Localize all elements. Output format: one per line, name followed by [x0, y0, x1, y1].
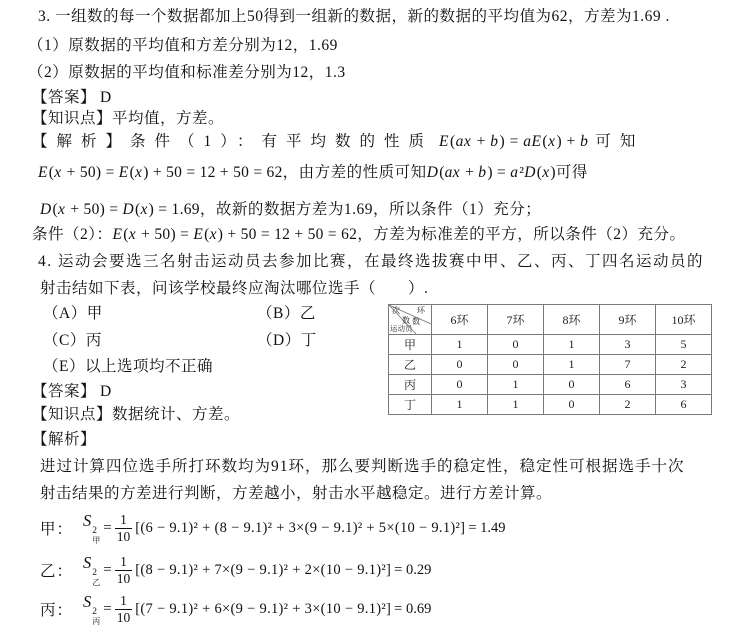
table-cell: 7: [600, 355, 656, 375]
table-cell: 2: [600, 395, 656, 415]
row-header-athlete: 甲: [389, 335, 432, 355]
problem3-analysis-line3: [40, 200, 541, 220]
problem3-condition-2: （2）原数据的平均值和标准差分别为12，1.3: [28, 64, 346, 81]
table-cell: 0: [432, 355, 488, 375]
table-cell: 0: [544, 375, 600, 395]
table-cell: 2: [656, 355, 712, 375]
table-cell: 1: [432, 395, 488, 415]
table-cell: 0: [488, 335, 544, 355]
variance-symbol: S 2 甲: [83, 511, 101, 545]
knowledge-value: 数据统计、方差。: [112, 406, 241, 423]
answer-value: D: [100, 89, 112, 106]
knowledge-label: 【知识点】: [32, 406, 113, 423]
table-cell: 0: [544, 395, 600, 415]
analysis-text: 条件（2）：: [32, 226, 113, 243]
problem4-analysis-label: 【解析】: [32, 431, 97, 448]
problem4-analysis-para1: 进过计算四位选手所打环数均为91环，那么要判断选手的稳定性，稳定性可根据选手十次: [40, 458, 685, 475]
option-e: （E）以上选项均不正确: [43, 358, 213, 375]
variance-formula-yi: [40, 549, 431, 591]
analysis-text: 可知: [595, 133, 645, 150]
table-corner-cell: [389, 305, 432, 335]
variance-symbol: S 2 丙: [83, 592, 101, 626]
answer-value: D: [100, 383, 112, 400]
problem4-analysis-para2: 射击结果的方差进行判断，方差越小，射击水平越稳定。进行方差计算。: [40, 485, 553, 502]
column-header: 6环: [432, 305, 488, 335]
table-cell: 1: [544, 355, 600, 375]
table-cell: 6: [656, 395, 712, 415]
knowledge-value: 平均值，方差。: [112, 110, 225, 127]
problem3-stem: 3. 一组数的每一个数据都加上50得到一组新的数据，新的数据的平均值为62，方差为1.69 .: [38, 8, 670, 25]
formula-body: [(6 − 9.1)² + (8 − 9.1)² + 3×(9 − 9.1)² + 5×(10 − 9.1)²]: [135, 519, 466, 536]
analysis-text: ，方差为标准差的平方，所以条件（2）充分。: [357, 226, 686, 243]
problem3-analysis-line2: [38, 163, 588, 183]
formula-body: [(8 − 9.1)² + 7×(9 − 9.1)² + 2×(10 − 9.1)²]: [135, 561, 392, 578]
table-cell: 0: [488, 355, 544, 375]
fraction: $\frac{1}{10}$: [116, 511, 131, 544]
variance-formula-bing: [40, 588, 431, 630]
analysis-text: ，由方差的性质可知: [282, 164, 427, 181]
analysis-text: ，故新的数据方差为1.69，所以条件（1）充分；: [199, 201, 542, 218]
formula-result: = 1.49: [468, 519, 506, 536]
formula-body: [(7 − 9.1)² + 6×(9 − 9.1)² + 3×(10 − 9.1)²]: [135, 600, 392, 617]
table-cell: 1: [488, 395, 544, 415]
formula-expectation-property: E(ax + b) = aE(x) + b: [439, 133, 589, 150]
variance-formula-jia: [40, 507, 506, 549]
fraction: $\frac{1}{10}$: [116, 592, 131, 625]
table-cell: 6: [600, 375, 656, 395]
row-header-athlete: 丙: [389, 375, 432, 395]
table-cell: 3: [600, 335, 656, 355]
formula-label: 甲：: [40, 521, 74, 538]
corner-label-athlete: 运动员: [390, 324, 413, 333]
option-d: （D）丁: [257, 332, 317, 349]
shooting-results-table: [388, 304, 712, 415]
row-header-athlete: 丁: [389, 395, 432, 415]
variance-symbol: S 2 乙: [83, 553, 101, 587]
column-header: 9环: [600, 305, 656, 335]
analysis-text: 【解析】条件（1）：有平均数的性质: [32, 133, 434, 150]
knowledge-label: 【知识点】: [32, 110, 113, 127]
column-header: 7环: [488, 305, 544, 335]
fraction: $\frac{1}{10}$: [116, 553, 131, 586]
corner-label-count-2: 数: [402, 316, 410, 325]
problem4-knowledge-line: [32, 405, 240, 425]
problem4-stem-line2: 射击结如下表，问该学校最终应淘汰哪位选手（ ）.: [40, 280, 429, 297]
table-cell: 0: [432, 375, 488, 395]
option-c: （C）丙: [43, 332, 102, 349]
option-b: （B）乙: [257, 305, 316, 322]
table-header-row: [389, 305, 712, 335]
problem4-answer-line: [32, 382, 112, 402]
table-cell: 3: [656, 375, 712, 395]
table-cell: 1: [488, 375, 544, 395]
answer-label: 【答案】: [32, 383, 97, 400]
table-row: [389, 355, 712, 375]
formula-label: 丙：: [40, 602, 74, 619]
table-row: [389, 335, 712, 355]
formula-variance-property: D(ax + b) = a²D(x): [426, 164, 556, 181]
answer-label: 【答案】: [32, 89, 97, 106]
formula-result: = 0.69: [394, 600, 432, 617]
corner-label-rings-1: 环: [417, 306, 425, 315]
problem4-stem-line1: 4. 运动会要选三名射击运动员去参加比赛，在最终选拔赛中甲、乙、丙、丁四名运动员的: [38, 253, 705, 270]
table-row: [389, 375, 712, 395]
formula-mean-calc-2: E(x + 50) = E(x) + 50 = 12 + 50 = 62: [112, 226, 358, 243]
analysis-text: 可得: [555, 164, 588, 181]
problem3-condition-1: （1）原数据的平均值和方差分别为12，1.69: [28, 37, 338, 54]
equals-sign: =: [103, 600, 112, 617]
problem3-knowledge-line: [32, 109, 224, 129]
equals-sign: =: [103, 561, 112, 578]
option-a: （A）甲: [43, 305, 103, 322]
column-header: 10环: [656, 305, 712, 335]
equals-sign: =: [103, 519, 112, 536]
table-row: [389, 395, 712, 415]
row-header-athlete: 乙: [389, 355, 432, 375]
formula-label: 乙：: [40, 563, 74, 580]
column-header: 8环: [544, 305, 600, 335]
table-cell: 1: [544, 335, 600, 355]
formula-mean-calc: E(x + 50) = E(x) + 50 = 12 + 50 = 62: [38, 164, 283, 181]
table-cell: 5: [656, 335, 712, 355]
problem3-analysis-line4: [32, 225, 685, 245]
table-cell: 1: [432, 335, 488, 355]
formula-variance-calc: D(x + 50) = D(x) = 1.69: [40, 201, 200, 218]
corner-label-count-1: 次: [392, 306, 400, 315]
problem3-analysis-line1: [32, 132, 644, 152]
formula-result: = 0.29: [394, 561, 432, 578]
problem3-answer-line: [32, 88, 112, 108]
corner-label-rings-2: 数: [412, 317, 420, 326]
